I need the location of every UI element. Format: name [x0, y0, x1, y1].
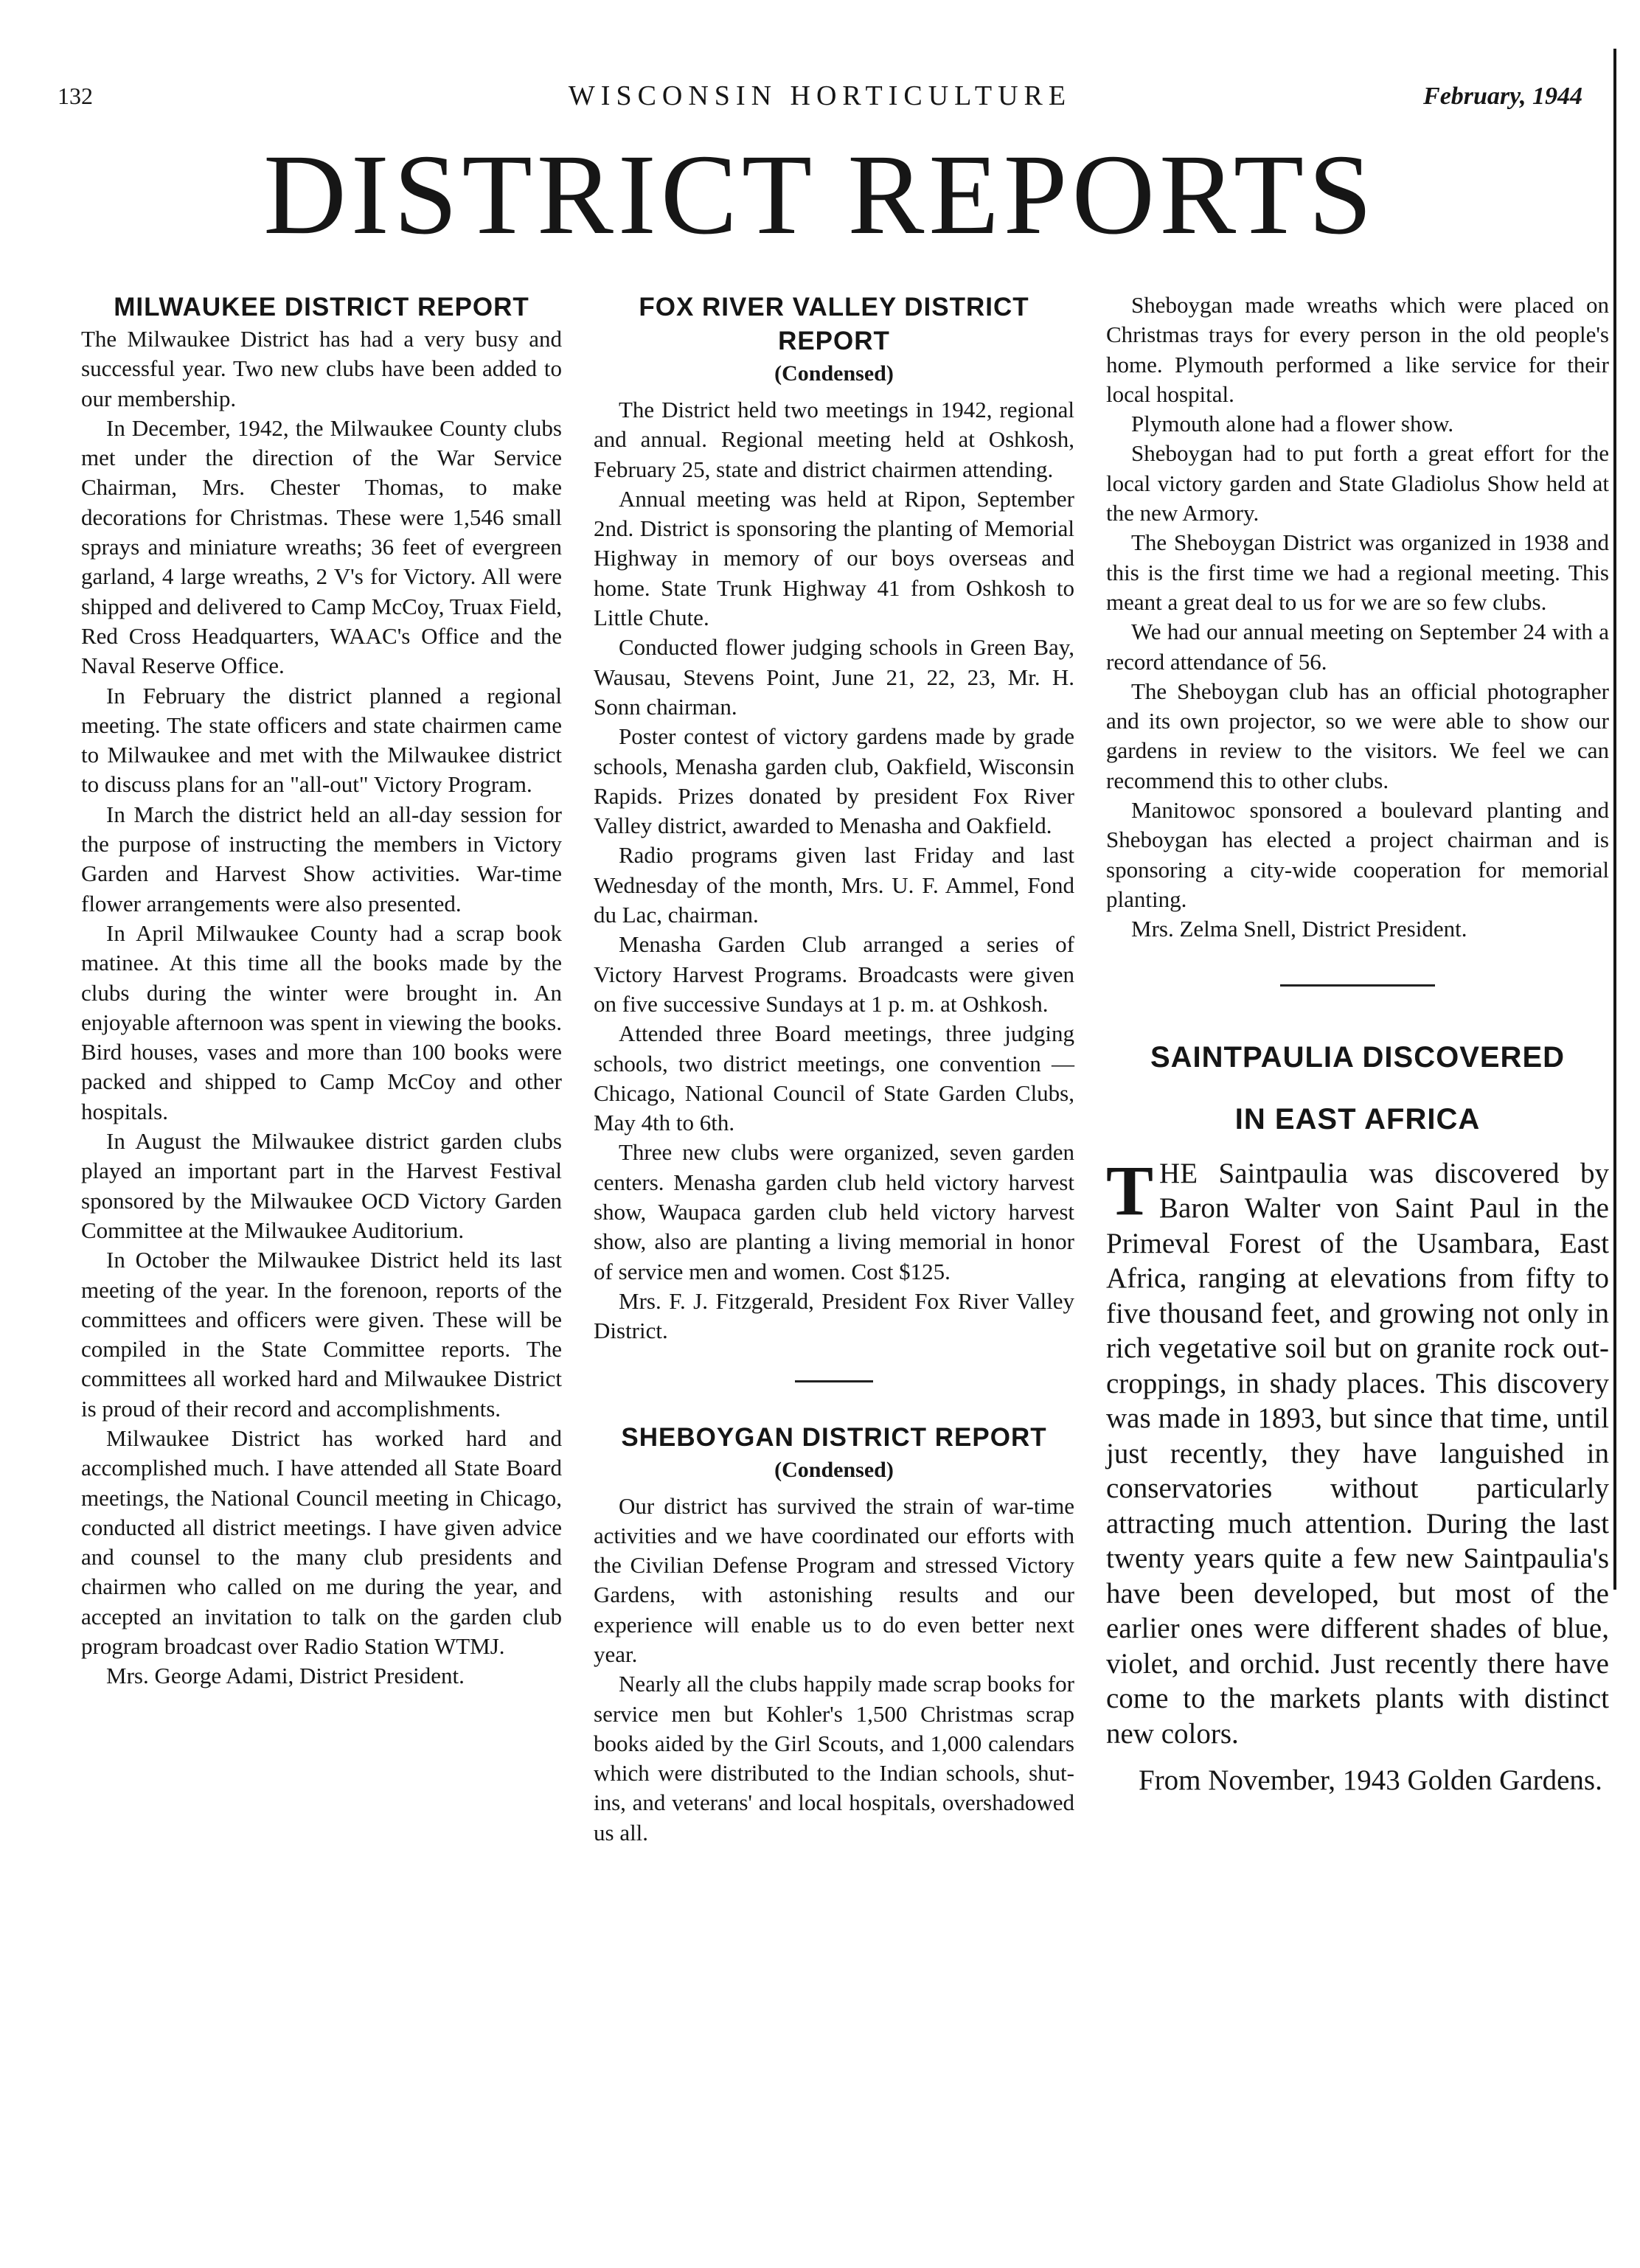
sheboygan-paragraph: We had our annual meeting on September 24 with a record attendance of 56.	[1106, 619, 1609, 675]
milwaukee-paragraph: In December, 1942, the Milwaukee County clubs met under the direction of the War Service Chairman, Mrs. Chester Thomas, to make decorations for Christmas. These were 1,546 small sprays and miniature wreaths; 36 feet of evergreen garland, 4 large wreaths, 2 V's for Victory. All were shipped and delivered to Camp McCoy, Truax Field, Red Cross Headquarters, WAAC's Office and the Naval Reserve Office.	[81, 414, 562, 679]
saintpaulia-heading-line2: IN EAST AFRICA	[1234, 1102, 1481, 1135]
sheboygan-paragraph: Nearly all the clubs happily made scrap books for service men but Kohler's 1,500 Christmas scrap books aided by the Girl Scouts, and 1,000 calendars which were distributed to the Indian schools, shut-ins, and veterans' and local hospitals, overshadowed us all.	[594, 1671, 1074, 1846]
milwaukee-paragraph: In March the district held an all-day session for the purpose of instructing the members in Victory Garden and Harvest Show activities. War-time flower arrangements were also presented.	[81, 801, 562, 916]
fox-river-paragraph: Conducted flower judging schools in Green Bay, Wausau, Stevens Point, June 21, 22, 23, Mr. H. Sonn chairman.	[594, 634, 1074, 720]
fox-river-paragraph: Three new clubs were organized, seven garden centers. Menasha garden club held victory harvest show, Waupaca garden club held victory harvest show, also are planting a living memorial in honor of service men and women. Cost $125.	[594, 1139, 1074, 1284]
sheboygan-paragraph: The Sheboygan District was organized in 1938 and this is the first time we had a regional meeting. This meant a great deal to us for we are so few clubs.	[1106, 529, 1609, 615]
sheboygan-paragraph: Our district has survived the strain of war-time activities and we have coordinated our efforts with the Civilian Defense Program and stressed Victory Gardens, with astonishing results and our experience will enable us to do even better next year.	[594, 1492, 1074, 1667]
saintpaulia-heading-line1: SAINTPAULIA DISCOVERED	[1150, 1040, 1566, 1074]
fox-river-paragraph: Menasha Garden Club arranged a series of Victory Harvest Programs. Broadcasts were given on five successive Sundays at 1 p. m. at Oshkosh.	[594, 931, 1074, 1017]
fox-river-paragraph: Annual meeting was held at Ripon, September 2nd. District is sponsoring the planting of Memorial Highway in memory of our boys overseas and home. State Trunk Highway 41 from Oshkosh to Little Chute.	[594, 485, 1074, 631]
vertical-rule	[1613, 49, 1616, 1590]
page-title: DISTRICT REPORTS	[263, 131, 1377, 258]
fox-river-signature: Mrs. F. J. Fitzgerald, President Fox River Valley District.	[594, 1287, 1074, 1344]
milwaukee-paragraph: In October the Milwaukee District held its last meeting of the year. In the forenoon, reports of the committees and officers were given. These will be compiled in the State Committee reports. The committees all worked hard and Milwaukee District is proud of their record and accomplishments.	[81, 1247, 562, 1422]
fox-river-subheading: (Condensed)	[774, 361, 894, 386]
milwaukee-paragraph: The Milwaukee District has had a very busy and successful year. Two new clubs have been added to our membership.	[81, 326, 562, 411]
section-divider	[1280, 984, 1435, 987]
milwaukee-paragraph: In August the Milwaukee district garden clubs played an important part in the Harvest Festival sponsored by the Milwaukee OCD Victory Garden Committee at the Milwaukee Auditorium.	[81, 1128, 562, 1243]
page-number: 132	[58, 83, 93, 109]
fox-river-paragraph: The District held two meetings in 1942, regional and annual. Regional meeting held at Oshkosh, February 25, state and district chairmen attending.	[594, 397, 1074, 482]
column-fox-river	[594, 291, 1074, 1848]
milwaukee-body	[81, 324, 562, 1691]
magazine-title: WISCONSIN HORTICULTURE	[568, 80, 1072, 111]
sheboygan-paragraph: The Sheboygan club has an official photographer and its own projector, so we were able to show our gardens in review to the visitors. We feel we can recommend this to other clubs.	[1106, 678, 1609, 793]
sheboygan-paragraph: Sheboygan had to put forth a great effort for the local victory garden and State Gladiolus Show held at the new Armory.	[1106, 440, 1609, 526]
fox-river-paragraph: Attended three Board meetings, three judging schools, two district meetings, one convention — Chicago, National Council of State Garden Clubs, May 4th to 6th.	[594, 1020, 1074, 1136]
milwaukee-signature: Mrs. George Adami, District President.	[106, 1663, 465, 1689]
sheboygan-paragraph: Sheboygan made wreaths which were placed on Christmas trays for every person in the old people's home. Plymouth performed a like service for their local hospital.	[1106, 292, 1609, 407]
drop-cap: T	[1106, 1150, 1154, 1230]
saintpaulia-article	[1106, 1150, 1609, 1798]
milwaukee-heading: MILWAUKEE DISTRICT REPORT	[114, 293, 529, 321]
saintpaulia-heading	[1106, 1026, 1609, 1150]
saintpaulia-source: From November, 1943 Golden Gardens.	[1139, 1764, 1602, 1797]
section-divider	[795, 1380, 873, 1382]
milwaukee-paragraph: In February the district planned a regional meeting. The state officers and state chairmen came to Milwaukee and met with the Milwaukee district to discuss plans for an "all-out" Victory Program.	[81, 682, 562, 798]
fox-river-heading: FOX RIVER VALLEY DISTRICT REPORT	[639, 293, 1029, 355]
fox-river-body	[594, 395, 1074, 1346]
milwaukee-paragraph: In April Milwaukee County had a scrap book matinee. At this time all the books made by the clubs during the winter were brought in. An enjoyable afternoon was spent in viewing the books. Bird houses, vases and more than 100 books were packed and shipped to Camp McCoy and other hospitals.	[81, 919, 562, 1124]
sheboygan-paragraph: Plymouth alone had a flower show.	[1131, 411, 1454, 437]
fox-river-paragraph: Radio programs given last Friday and last Wednesday of the month, Mrs. U. F. Ammel, Fond du Lac, chairman.	[594, 842, 1074, 928]
column-sheboygan-saintpaulia	[1106, 291, 1609, 1798]
sheboygan-continued	[1106, 291, 1609, 945]
sheboygan-body	[594, 1492, 1074, 1848]
sheboygan-subheading: (Condensed)	[774, 1457, 894, 1482]
milwaukee-paragraph: Milwaukee District has worked hard and accomplished much. I have attended all State Board meetings, the National Council meeting in Chicago, conducted all district meetings. I have given advice and counsel to the many club presidents and chairmen who called on me during the year, and accepted an invitation to talk on the garden club program broadcast over Radio Station WTMJ.	[81, 1425, 562, 1660]
issue-date: February, 1944	[1423, 83, 1582, 110]
fox-river-paragraph: Poster contest of victory gardens made by grade schools, Menasha garden club, Oakfield, Wisconsin Rapids. Prizes donated by president Fox River Valley district, awarded to Menasha and Oakfield.	[594, 723, 1074, 839]
sheboygan-heading: SHEBOYGAN DISTRICT REPORT	[621, 1422, 1047, 1452]
sheboygan-paragraph: Manitowoc sponsored a boulevard planting and Sheboygan has elected a project chairman and is sponsoring a city-wide cooperation for memorial planting.	[1106, 797, 1609, 912]
column-milwaukee	[81, 291, 562, 1691]
sheboygan-signature: Mrs. Zelma Snell, District President.	[1131, 916, 1467, 942]
saintpaulia-body: HE Saintpaulia was discovered by Baron Walter von Saint Paul in the Primeval Forest of the Usambara, East Africa, ranging at elevations from fifty to five thousand feet, and growing not only in rich vegetative soil but on granite rock out-croppings, in shady places. This discovery was made in 1893, but since that time, until just recently, they have languished in conservatories without particularly attracting much attention. During the last twenty years quite a few new Saintpaulia's have been developed, but most of the earlier ones were different shades of blue, violet, and orchid. Just recently there have come to the markets plants with distinct new colors.	[1106, 1157, 1609, 1750]
